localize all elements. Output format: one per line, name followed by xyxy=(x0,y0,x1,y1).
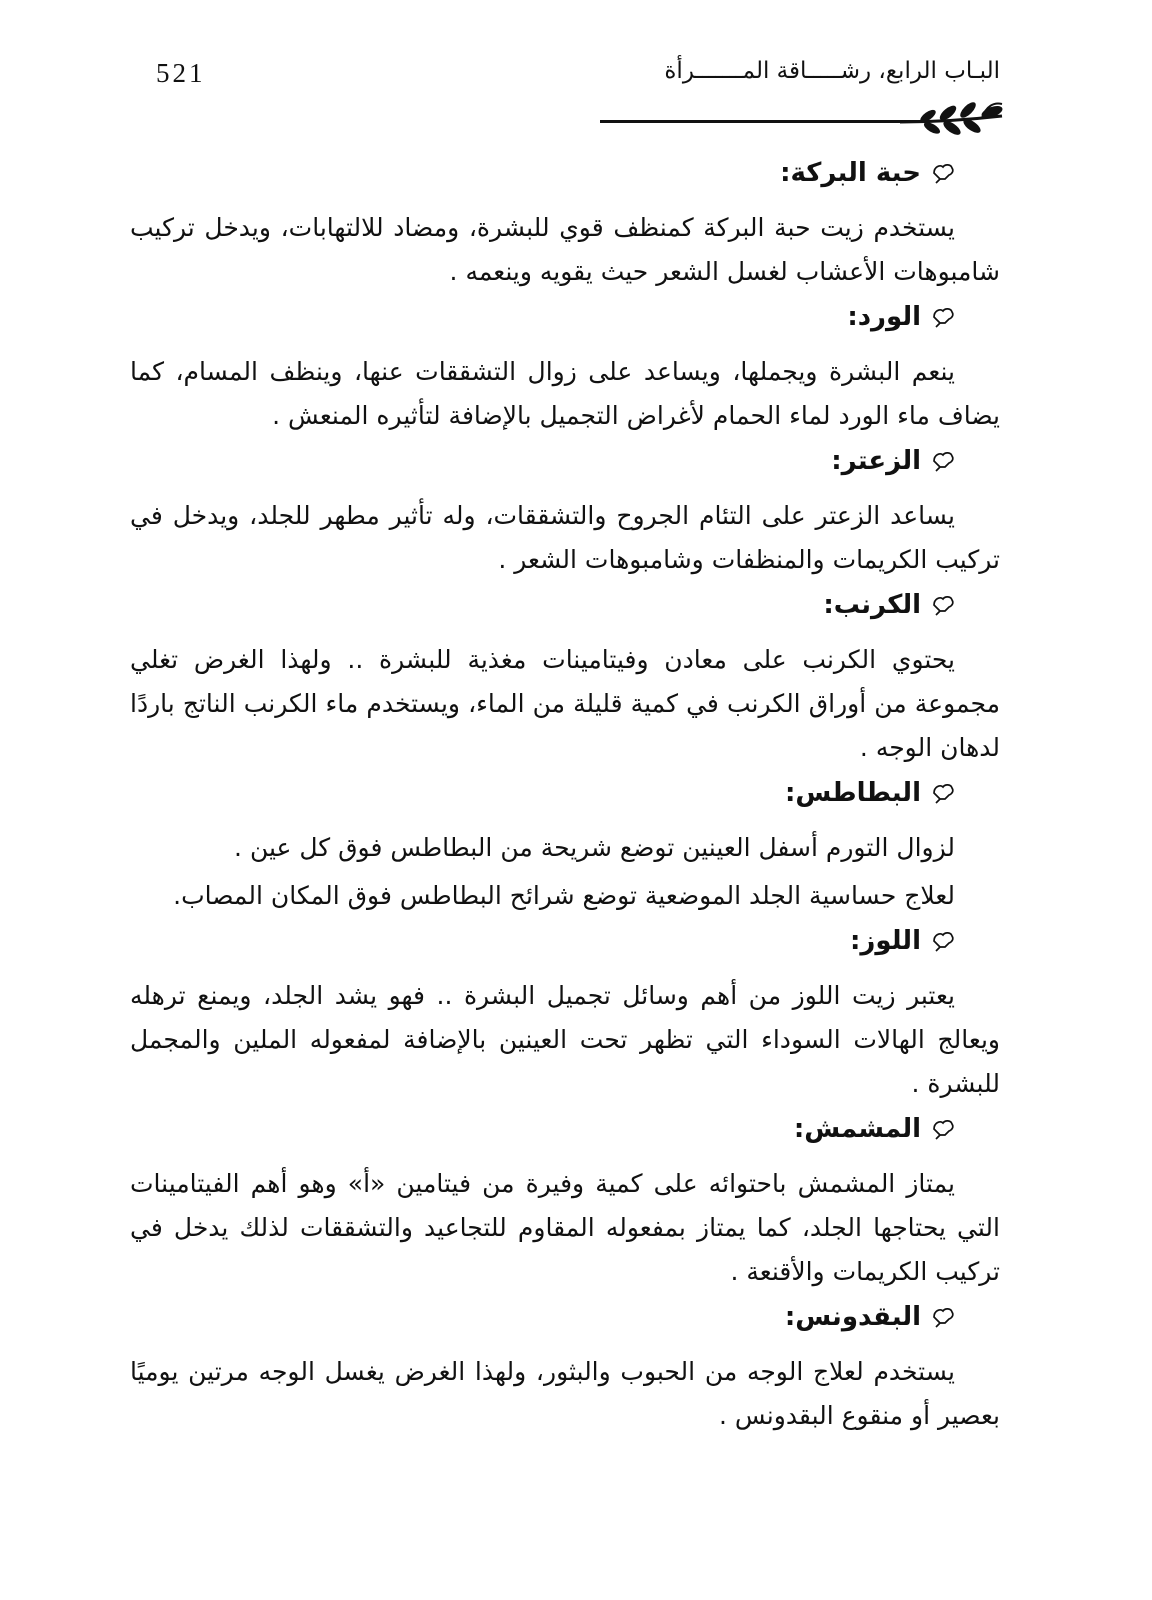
header-rule xyxy=(600,120,930,123)
section-black-seed xyxy=(130,150,1000,294)
heading-text: البطاطس: xyxy=(784,778,921,808)
section-paragraph: لعلاج حساسية الجلد الموضعية توضع شرائح البطاطس فوق المكان المصاب. xyxy=(173,881,955,910)
section-potato xyxy=(130,770,1000,918)
leaf-branch-icon xyxy=(898,96,1006,138)
leaf-bullet-icon xyxy=(931,153,955,175)
section-paragraph: يساعد الزعتر على التئام الجروح والتشققات، وله تأثير مطهر للجلد، ويدخل في تركيب الكريمات والمنظفات وشامبوهات الشعر . xyxy=(130,501,1000,574)
heading-text: البقدونس: xyxy=(784,1302,921,1332)
section-almond xyxy=(130,918,1000,1106)
section-heading xyxy=(130,150,1000,196)
section-paragraph: يستخدم زيت حبة البركة كمنظف قوي للبشرة، ومضاد للالتهابات، ويدخل تركيب شامبوهات الأعشاب لغسل الشعر حيث يقويه وينعمه . xyxy=(130,213,1000,286)
section-cabbage xyxy=(130,582,1000,770)
leaf-bullet-icon xyxy=(931,441,955,463)
leaf-bullet-icon xyxy=(931,1297,955,1319)
heading-text: الكرنب: xyxy=(823,590,921,620)
section-rose xyxy=(130,294,1000,438)
heading-text: المشمش: xyxy=(793,1114,921,1144)
leaf-bullet-icon xyxy=(931,921,955,943)
section-heading xyxy=(130,294,1000,340)
heading-text: الورد: xyxy=(847,302,921,332)
section-paragraph: يستخدم لعلاج الوجه من الحبوب والبثور، ولهذا الغرض يغسل الوجه مرتين يوميًا بعصير أو منقوع البقدونس . xyxy=(130,1357,1000,1430)
page-body xyxy=(130,150,1000,1438)
running-title: البـاب الرابع، رشـــــاقة المـــــــرأة xyxy=(664,58,1000,84)
heading-text: حبة البركة: xyxy=(780,158,921,188)
section-heading xyxy=(130,1106,1000,1152)
section-parsley xyxy=(130,1294,1000,1438)
section-paragraph: لزوال التورم أسفل العينين توضع شريحة من البطاطس فوق كل عين . xyxy=(234,833,955,862)
heading-text: الزعتر: xyxy=(831,446,921,476)
heading-text: اللوز: xyxy=(850,926,921,956)
leaf-bullet-icon xyxy=(931,297,955,319)
section-heading xyxy=(130,1294,1000,1340)
section-heading xyxy=(130,438,1000,484)
section-paragraph: يحتوي الكرنب على معادن وفيتامينات مغذية للبشرة .. ولهذا الغرض تغلي مجموعة من أوراق الكرنب في كمية قليلة من الماء، ويستخدم ماء الكرنب الناتج باردًا لدهان الوجه . xyxy=(130,645,1000,762)
section-heading xyxy=(130,918,1000,964)
section-heading xyxy=(130,770,1000,816)
leaf-bullet-icon xyxy=(931,1109,955,1131)
section-paragraph: يمتاز المشمش باحتوائه على كمية وفيرة من فيتامين «أ» وهو أهم الفيتامينات التي يحتاجها الجلد، كما يمتاز بمفعوله المقاوم للتجاعيد والتشققات لذلك يدخل في تركيب الكريمات والأقنعة . xyxy=(130,1169,1000,1286)
section-paragraph: ينعم البشرة ويجملها، ويساعد على زوال التشققات عنها، وينظف المسام، كما يضاف ماء الورد لماء الحمام لأغراض التجميل بالإضافة لتأثيره المنعش . xyxy=(130,357,1000,430)
section-apricot xyxy=(130,1106,1000,1294)
section-heading xyxy=(130,582,1000,628)
section-paragraph: يعتبر زيت اللوز من أهم وسائل تجميل البشرة .. فهو يشد الجلد، ويمنع ترهله ويعالج الهالات السوداء التي تظهر تحت العينين بالإضافة لمفعوله الملين والمجمل للبشرة . xyxy=(130,981,1000,1098)
leaf-bullet-icon xyxy=(931,585,955,607)
leaf-bullet-icon xyxy=(931,773,955,795)
section-thyme xyxy=(130,438,1000,582)
page-number: 521 xyxy=(156,58,206,88)
